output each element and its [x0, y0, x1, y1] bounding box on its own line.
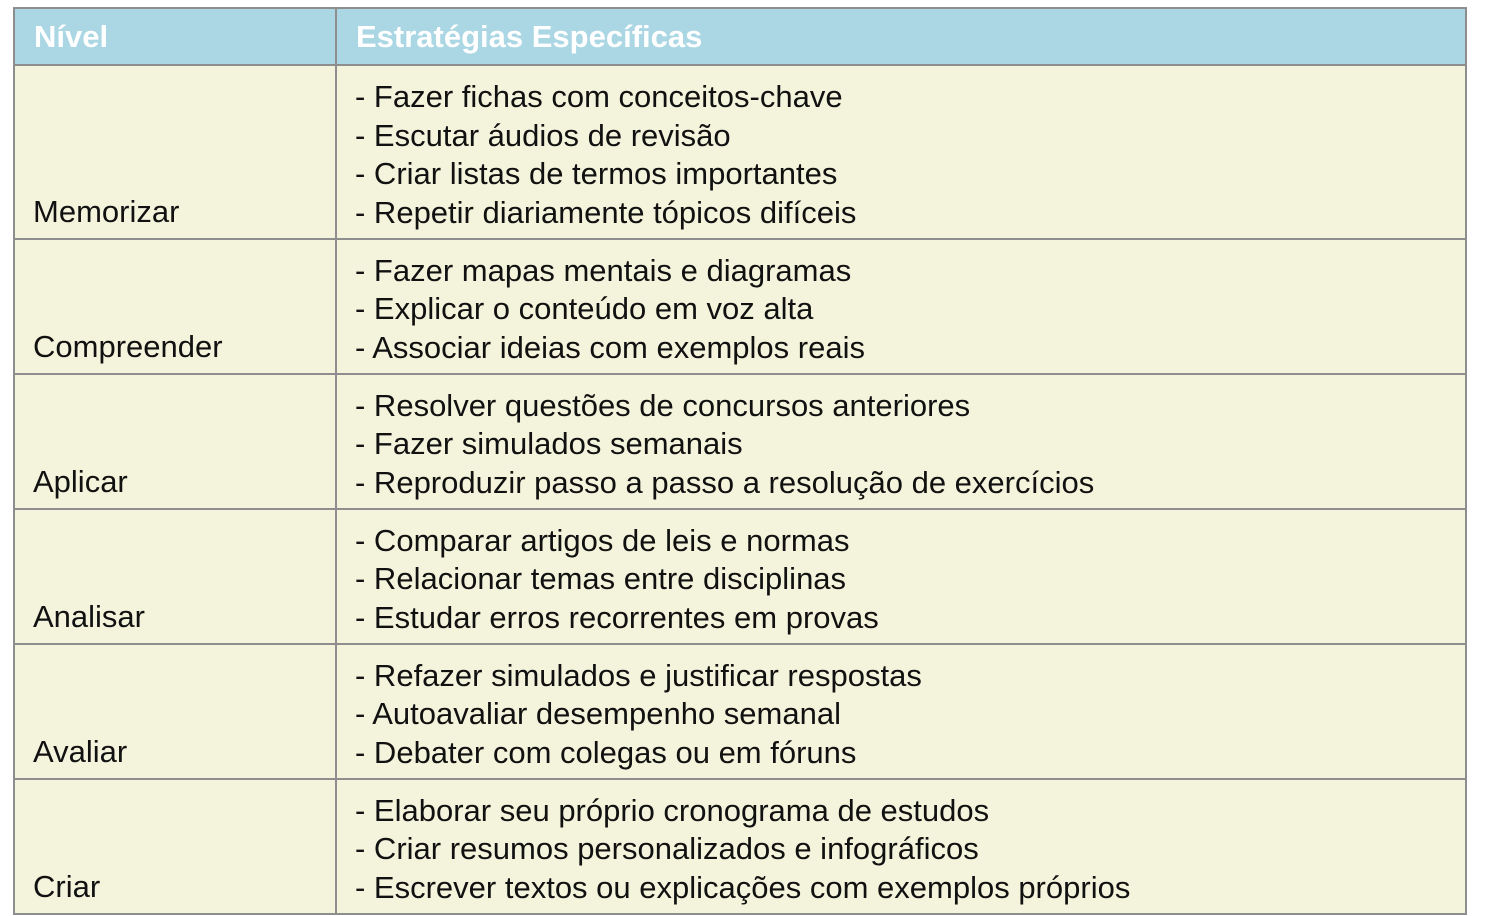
strategy-item: - Associar ideias com exemplos reais: [355, 330, 865, 366]
strategies-cell: [336, 509, 1466, 644]
strategy-item: - Resolver questões de concursos anteriores: [355, 387, 971, 423]
strategies-cell: [336, 644, 1466, 779]
strategy-item: - Estudar erros recorrentes em provas: [355, 600, 879, 636]
strategy-item: - Refazer simulados e justificar respostas: [355, 657, 922, 693]
strategy-item: - Fazer fichas com conceitos-chave: [355, 78, 843, 114]
strategy-item: - Repetir diariamente tópicos difíceis: [355, 195, 857, 231]
strategy-item: - Comparar artigos de leis e normas: [355, 522, 850, 558]
table-header: [14, 8, 1466, 65]
strategies-table-container: [13, 7, 1465, 915]
strategy-item: - Criar listas de termos importantes: [355, 156, 838, 192]
level-cell: Aplicar: [14, 374, 336, 509]
strategy-item: - Debater com colegas ou em fóruns: [355, 735, 857, 771]
level-cell: Analisar: [14, 509, 336, 644]
strategy-item: - Fazer simulados semanais: [355, 426, 743, 462]
strategy-item: - Autoavaliar desempenho semanal: [355, 696, 841, 732]
table-row: [14, 509, 1466, 644]
table-row: [14, 779, 1466, 914]
level-cell: Compreender: [14, 239, 336, 374]
strategies-table: [13, 7, 1467, 915]
table-row: [14, 374, 1466, 509]
strategy-item: - Explicar o conteúdo em voz alta: [355, 291, 814, 327]
header-row: [14, 8, 1466, 65]
level-cell: Criar: [14, 779, 336, 914]
header-strategies: Estratégias Específicas: [336, 8, 1466, 65]
strategy-item: - Escutar áudios de revisão: [355, 117, 731, 153]
strategy-item: - Reproduzir passo a passo a resolução de exercícios: [355, 465, 1095, 501]
table-row: [14, 239, 1466, 374]
level-cell: Memorizar: [14, 65, 336, 239]
strategy-item: - Criar resumos personalizados e infográficos: [355, 831, 979, 867]
strategy-item: - Fazer mapas mentais e diagramas: [355, 252, 852, 288]
strategies-cell: [336, 239, 1466, 374]
strategy-item: - Elaborar seu próprio cronograma de estudos: [355, 792, 990, 828]
table-body: [14, 65, 1466, 914]
strategy-item: - Relacionar temas entre disciplinas: [355, 561, 847, 597]
strategies-cell: [336, 779, 1466, 914]
table-row: [14, 65, 1466, 239]
header-level: Nível: [14, 8, 336, 65]
strategy-item: - Escrever textos ou explicações com exemplos próprios: [355, 870, 1131, 906]
table-row: [14, 644, 1466, 779]
level-cell: Avaliar: [14, 644, 336, 779]
strategies-cell: [336, 65, 1466, 239]
strategies-cell: [336, 374, 1466, 509]
